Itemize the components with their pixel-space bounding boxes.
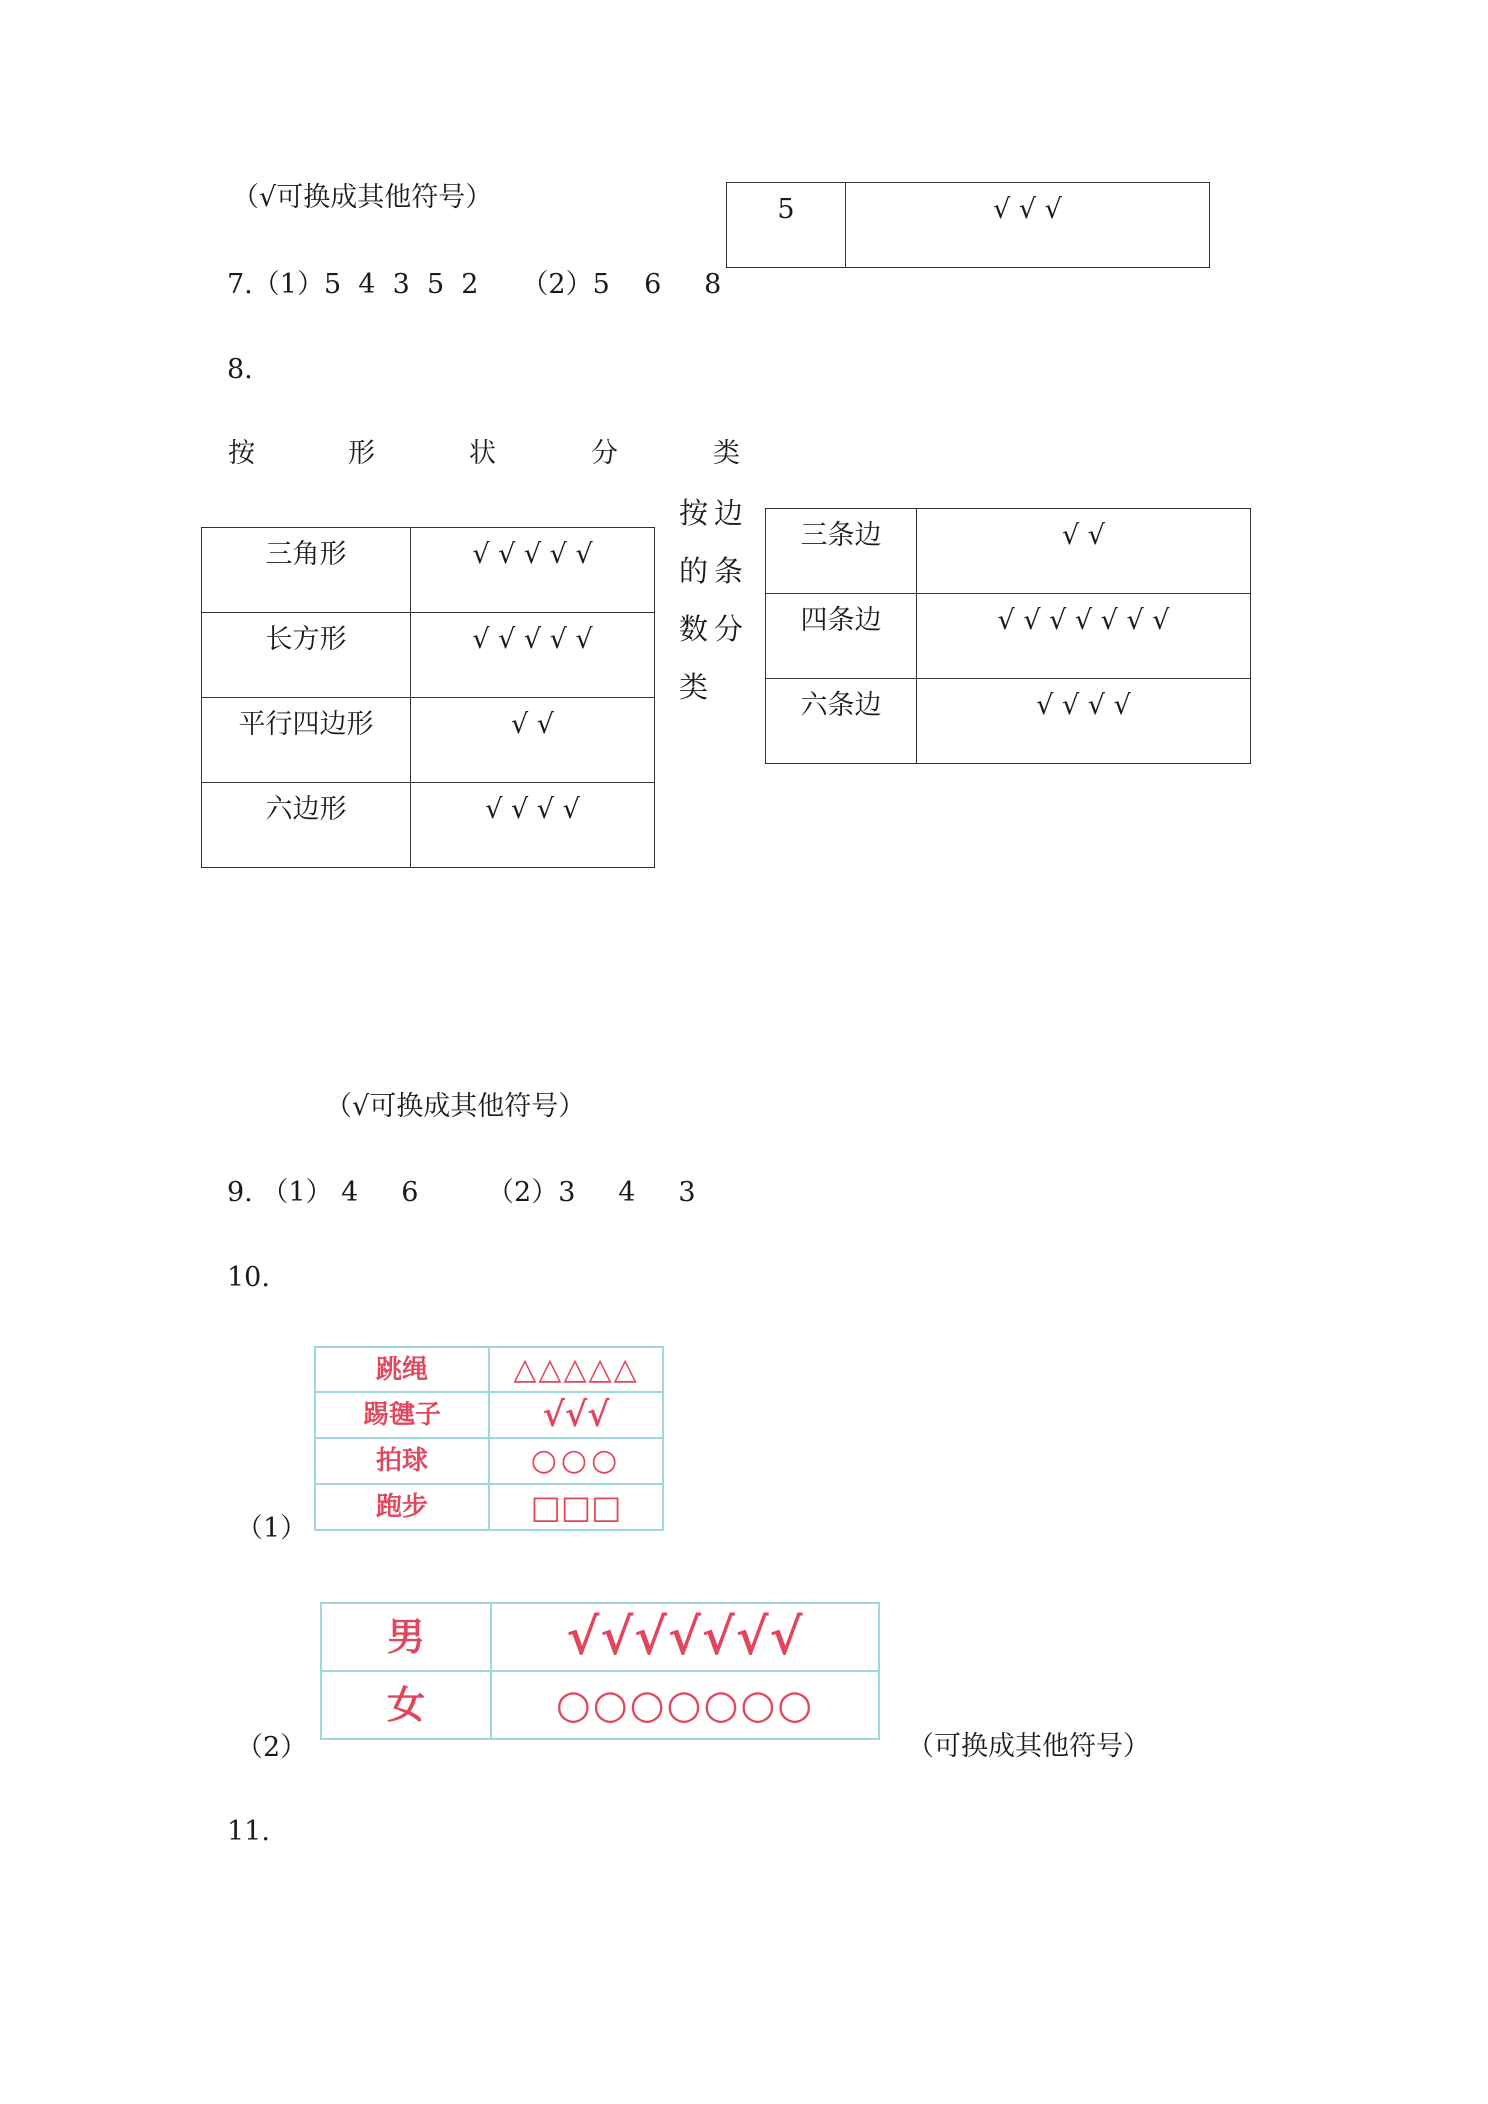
sport-marks: △△△△△ [489,1347,663,1392]
gender-marks: √√√√√√√ [491,1603,879,1671]
question-11-number: 11. [227,1816,270,1847]
gender-label: 女 [321,1671,491,1739]
heading-char-1: 按 [228,438,255,469]
question-10-number: 10. [227,1262,270,1293]
symbol-note-top: （√可换成其他符号） [232,182,493,213]
sport-label: 跑步 [315,1484,489,1530]
gender-table [320,1602,880,1740]
shape-marks: √ √ √ √ √ [411,528,655,613]
side-label-line-1: 按边 [679,496,750,530]
gender-label: 男 [321,1603,491,1671]
side-label: 六条边 [766,679,917,764]
side-marks: √ √ [917,509,1251,594]
sport-marks: ○○○ [489,1438,663,1484]
symbol-note-8: （√可换成其他符号） [325,1091,586,1122]
side-label: 四条边 [766,594,917,679]
sport-label: 踢毽子 [315,1392,489,1438]
shape-marks: √ √ [411,698,655,783]
side-marks: √ √ √ √ √ √ √ [917,594,1251,679]
shape-label: 平行四边形 [202,698,411,783]
sport-label: 拍球 [315,1438,489,1484]
shape-label: 三角形 [202,528,411,613]
shape-marks: √ √ √ √ √ [411,613,655,698]
sport-table [314,1346,664,1531]
side-count-table [765,508,1251,764]
question-8-number: 8. [227,354,253,385]
side-label-line-3: 数分 [679,612,750,646]
side-label-line-4: 类 [679,670,715,704]
heading-char-5: 类 [713,438,740,469]
symbol-note-10: （可换成其他符号） [907,1731,1150,1762]
shape-marks: √ √ √ √ [411,783,655,868]
heading-char-4: 分 [591,438,618,469]
side-label-line-2: 的条 [679,554,750,588]
question-7-answer: 7.（1）5 4 3 5 2 （2）5 6 8 [227,269,722,300]
top-table [726,182,1210,268]
heading-char-3: 状 [469,438,496,469]
sport-label: 跳绳 [315,1347,489,1392]
shape-label: 长方形 [202,613,411,698]
side-marks: √ √ √ √ [917,679,1251,764]
heading-char-2: 形 [348,438,375,469]
part-1-label: （1） [236,1513,308,1544]
top-table-marks: √ √ √ [846,183,1210,268]
question-9-answer: 9. （1） 4 6 （2）3 4 3 [227,1177,696,1208]
shape-label: 六边形 [202,783,411,868]
part-2-label: （2） [236,1732,308,1763]
sport-marks: □□□ [489,1484,663,1530]
shape-classification-table [201,527,655,868]
gender-marks: ○○○○○○○ [491,1671,879,1739]
top-table-label: 5 [727,183,846,268]
sport-marks: √√√ [489,1392,663,1438]
side-label: 三条边 [766,509,917,594]
